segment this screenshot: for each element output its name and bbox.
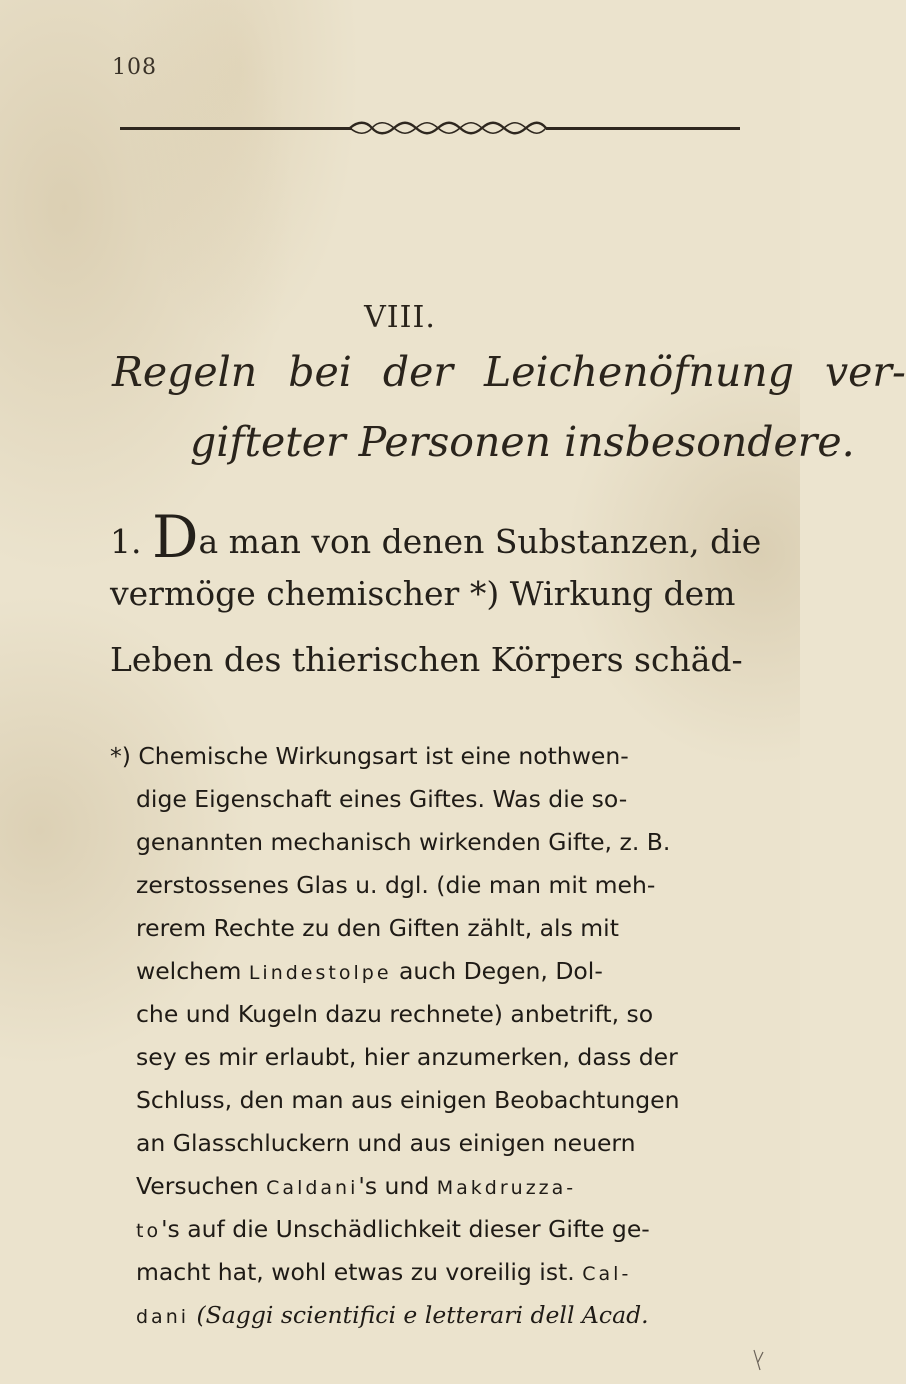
- footnote-line-11: [136, 1172, 776, 1200]
- footnote-line-6-post: auch Degen, Dol-: [391, 957, 603, 985]
- footnote-line-5: rerem Rechte zu den Giften zählt, als mit: [136, 914, 619, 942]
- author-makdruzzato: Makdruzza-: [436, 1177, 577, 1199]
- footnote-line-6-pre: welchem: [136, 957, 249, 985]
- footnote-line-2: dige Eigenschaft eines Giftes. Was die so-: [136, 785, 628, 813]
- footnote-line-11-pre: Versuchen: [136, 1172, 267, 1200]
- body-line-1-text: a man von denen Substanzen, die: [198, 522, 762, 561]
- footnote-line-13: [136, 1258, 776, 1286]
- body-line-2: vermöge chemischer *) Wirkung dem: [110, 574, 736, 613]
- paragraph-number: 1.: [110, 522, 142, 561]
- citation-italic: (Saggi scientifici e letterari dell Acad.: [196, 1301, 649, 1329]
- ornament-chain-icon: [348, 121, 548, 135]
- title-line-2: gifteter Personen insbesondere.: [190, 418, 855, 466]
- section-number: VIII.: [364, 300, 436, 335]
- footnote-line-6: [136, 957, 776, 985]
- page-number: 108: [112, 55, 157, 80]
- footnote-line-1: *) Chemische Wirkungsart ist eine nothwen-: [110, 742, 629, 770]
- footnote-line-12: [136, 1215, 776, 1243]
- author-caldani-2: Cal-: [582, 1263, 632, 1285]
- footnote-line-4: zerstossenes Glas u. dgl. (die man mit meh-: [136, 871, 656, 899]
- pencil-mark-icon: [752, 1348, 764, 1372]
- ornamental-rule: [120, 126, 740, 130]
- footnote-line-12-post: 's auf die Unschädlichkeit dieser Gifte ge-: [161, 1215, 650, 1243]
- footnote-line-10: an Glasschluckern und aus einigen neuern: [136, 1129, 636, 1157]
- body-line-1: [110, 503, 762, 571]
- footnote-line-11-mid: 's und: [358, 1172, 437, 1200]
- body-line-3: Leben des thierischen Körpers schäd-: [110, 640, 743, 679]
- rule-left-bar: [120, 127, 352, 130]
- footnote-line-14: [136, 1301, 776, 1329]
- author-lindestolpe: Lindestolpe: [248, 962, 392, 984]
- title-line-1: Regeln bei der Leichenöfnung ver-: [112, 348, 906, 396]
- footnote-line-9: Schluss, den man aus einigen Beobachtungen: [136, 1086, 680, 1114]
- footnote-line-13-text: macht hat, wohl etwas zu voreilig ist.: [136, 1258, 575, 1286]
- author-makdruzzato-end: to: [136, 1220, 162, 1242]
- rule-right-bar: [546, 127, 740, 130]
- author-caldani-2-end: dani: [136, 1306, 190, 1328]
- footnote-line-3: genannten mechanisch wirkenden Gifte, z. B.: [136, 828, 671, 856]
- footnote-line-7: che und Kugeln dazu rechnete) anbetrift, so: [136, 1000, 654, 1028]
- footnote-line-8: sey es mir erlaubt, hier anzumerken, dass der: [136, 1043, 678, 1071]
- author-caldani: Caldani: [266, 1177, 359, 1199]
- drop-initial: D: [152, 503, 199, 571]
